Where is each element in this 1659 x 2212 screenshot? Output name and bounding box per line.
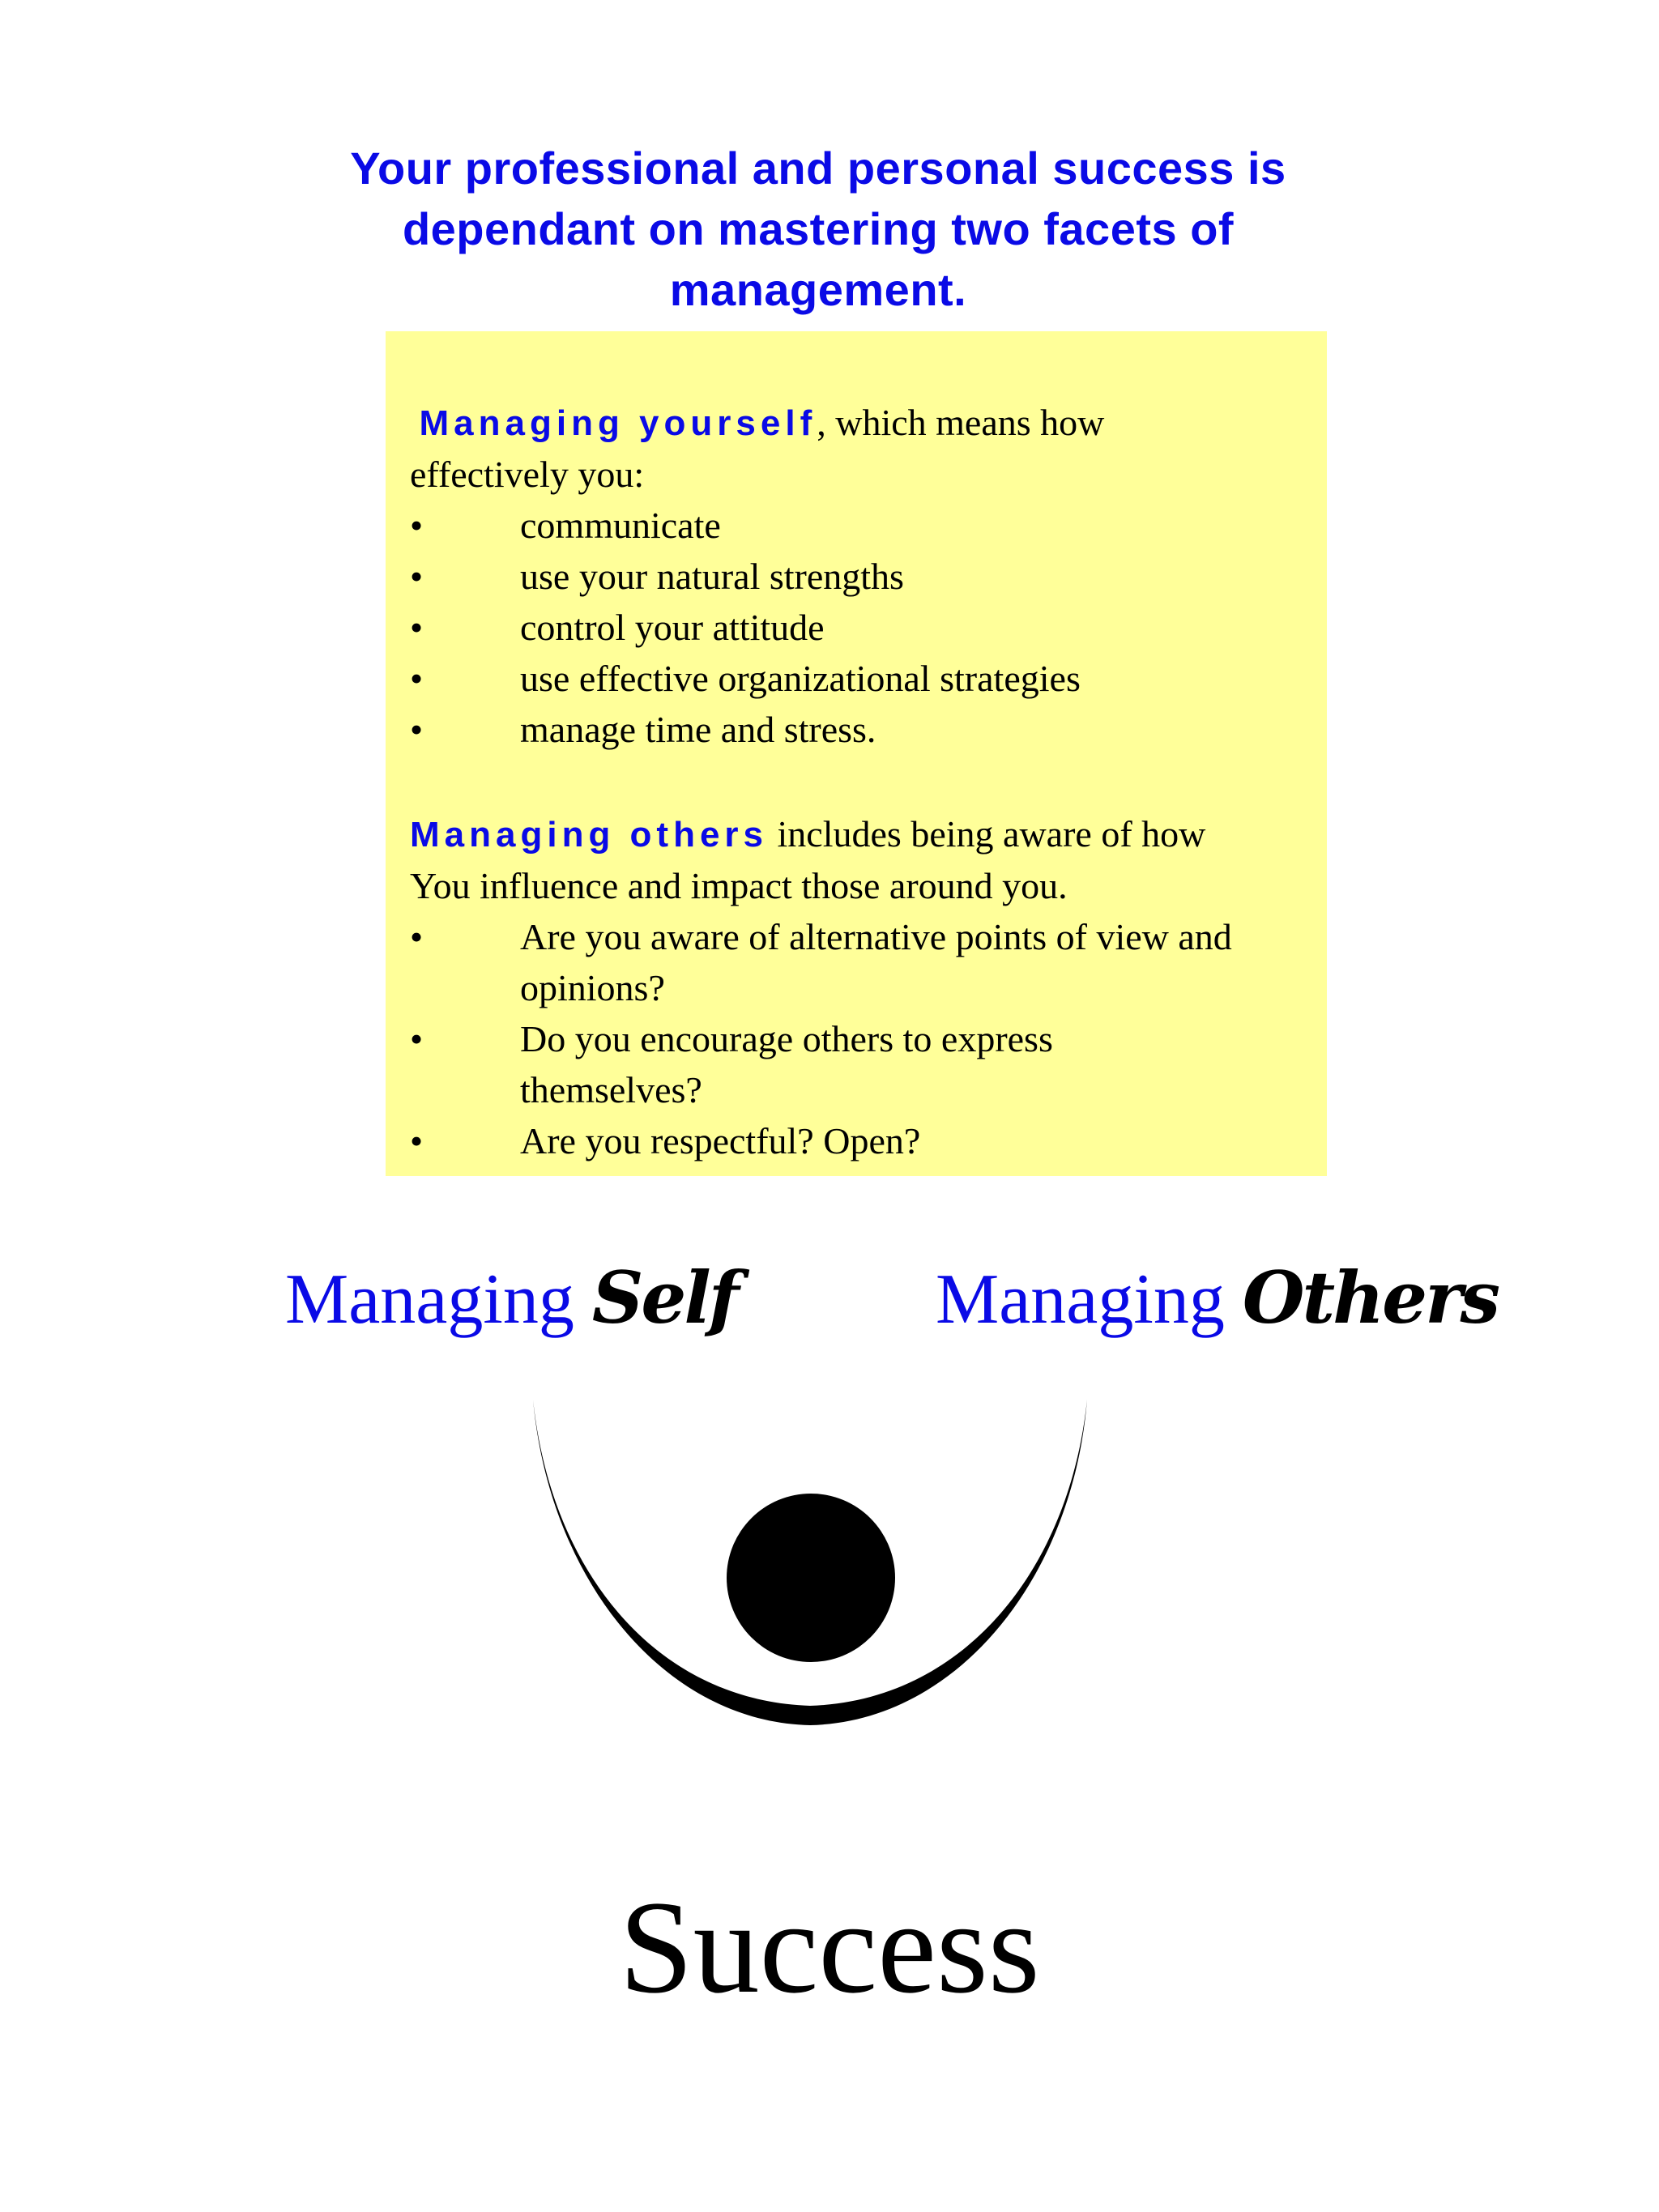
page-heading: [211, 138, 1426, 320]
managing-self-list: [410, 500, 1309, 755]
managing-others-intro-line-2: You influence and impact those around you.: [410, 865, 1068, 906]
list-item-text: Are you aware of alternative points of view and opinions?: [520, 916, 1232, 1008]
managing-self-label-prefix: Managing: [285, 1260, 592, 1339]
managing-others-label: [936, 1257, 1498, 1340]
bullet-icon: •: [410, 658, 424, 699]
list-item-text: manage time and stress.: [520, 709, 876, 750]
list-item: [410, 653, 1309, 704]
bullet-icon: •: [410, 556, 424, 597]
managing-self-section: [410, 397, 1309, 755]
head-dot-shape: [727, 1494, 895, 1662]
managing-self-label: [285, 1257, 737, 1340]
bullet-icon: •: [410, 709, 424, 750]
bullet-icon: •: [410, 607, 424, 648]
managing-others-label-word: Others: [1242, 1255, 1498, 1340]
bullet-icon: •: [410, 1120, 424, 1161]
managing-others-keyword: Managing others: [410, 815, 769, 855]
managing-others-intro-rest: includes being aware of how: [768, 813, 1206, 855]
bullet-icon: •: [410, 916, 424, 957]
managing-others-label-prefix: Managing: [936, 1260, 1243, 1339]
managing-self-intro-rest: , which means how: [817, 402, 1105, 443]
list-item: [410, 551, 1309, 602]
managing-others-intro: [410, 808, 1309, 860]
list-item: [410, 500, 1309, 551]
list-item: [410, 602, 1309, 653]
managing-others-list: [410, 911, 1285, 1166]
list-item-text: control your attitude: [520, 607, 825, 648]
managing-self-intro: [410, 397, 1309, 449]
list-item-text: communicate: [520, 505, 721, 546]
managing-others-section: [410, 808, 1309, 1166]
person-smile-icon: [518, 1385, 1102, 1774]
bullet-icon: •: [410, 505, 424, 546]
heading-line-3: management.: [669, 264, 967, 315]
list-item: [410, 1115, 1285, 1166]
list-item-text: use effective organizational strategies: [520, 658, 1081, 699]
managing-self-intro-line-2: effectively you:: [410, 454, 645, 495]
list-item-text: use your natural strengths: [520, 556, 904, 597]
list-item-text: Do you encourage others to express themselves?: [520, 1018, 1053, 1110]
success-title: Success: [619, 1874, 1040, 2021]
managing-self-label-word: Self: [591, 1255, 737, 1340]
bullet-icon: •: [410, 1018, 424, 1059]
heading-line-1: Your professional and personal success is: [350, 143, 1286, 194]
list-item: [410, 911, 1285, 1013]
list-item-text: Are you respectful? Open?: [520, 1120, 921, 1161]
managing-self-keyword: Managing yourself: [419, 403, 817, 443]
heading-line-2: dependant on mastering two facets of: [402, 203, 1235, 254]
list-item: [410, 1013, 1285, 1115]
list-item: [410, 704, 1309, 755]
